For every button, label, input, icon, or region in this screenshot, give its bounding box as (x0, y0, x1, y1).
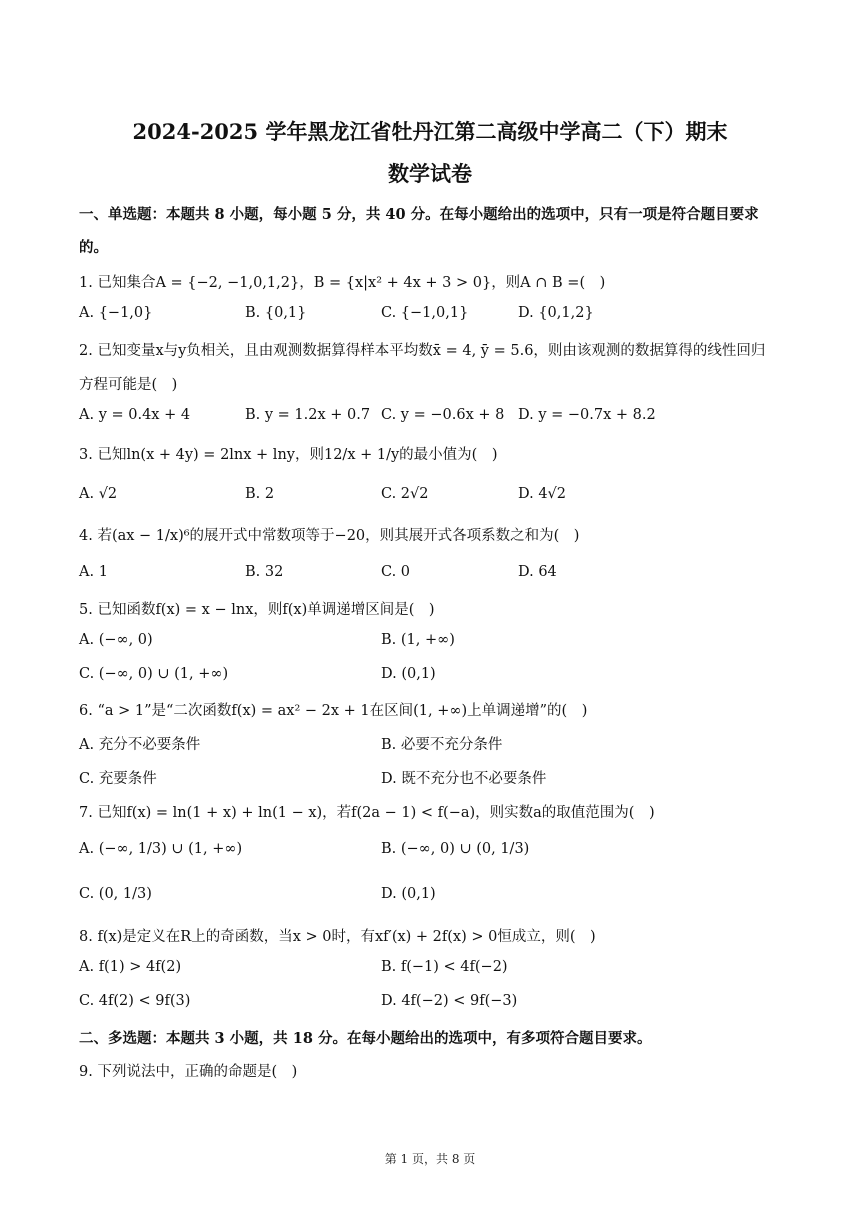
exam-title-line2: 数学试卷 (388, 161, 472, 186)
q8-option-b: B. f(−1) < 4f(−2) (381, 959, 508, 975)
q7-option-a: A. (−∞, 1/3) ∪ (1, +∞) (79, 841, 243, 857)
q8-option-a: A. f(1) > 4f(2) (79, 959, 182, 975)
q6-option-b: B. 必要不充分条件 (381, 737, 503, 753)
q8-options-row1 (79, 959, 779, 975)
q3-option-c: C. 2√2 (381, 486, 429, 502)
page-footer: 第 1 页，共 8 页 (384, 1152, 476, 1166)
q6-option-c: C. 充要条件 (79, 771, 157, 787)
q5-stem: 5. 已知函数f(x) = x − lnx，则f(x)单调递增区间是( ) (79, 602, 435, 618)
q2-stem: 2. 已知变量x与y负相关，且由观测数据算得样本平均数x̄ = 4, ȳ = 5.6，则由该观测的数据算得的线性回归 (79, 343, 766, 359)
q3-options (79, 486, 779, 502)
q2-options (79, 407, 779, 423)
q7-options-row1 (79, 841, 779, 857)
section1-heading: 一、单选题：本题共 8 小题，每小题 5 分，共 40 分。在每小题给出的选项中，只有一项是符合题目要求 (79, 206, 759, 223)
q7-option-d: D. (0,1) (381, 886, 436, 902)
section2-heading: 二、多选题：本题共 3 小题，共 18 分。在每小题给出的选项中，有多项符合题目要求。 (79, 1030, 652, 1047)
section1-heading-cont: 的。 (79, 239, 108, 256)
q2-stem-cont: 方程可能是( ) (79, 377, 178, 393)
q7-option-b: B. (−∞, 0) ∪ (0, 1/3) (381, 841, 530, 857)
q1-options (79, 305, 779, 321)
q7-options-row2 (79, 886, 779, 902)
q4-option-b: B. 32 (245, 564, 284, 580)
q6-option-a: A. 充分不必要条件 (79, 737, 201, 753)
q1-option-a: A. {−1,0} (79, 305, 153, 321)
q8-options-row2 (79, 993, 779, 1009)
q6-stem: 6. “a > 1”是“二次函数f(x) = ax² − 2x + 1在区间(1, +∞)上单调递增”的( ) (79, 703, 588, 719)
q3-option-b: B. 2 (245, 486, 275, 502)
q4-option-d: D. 64 (518, 564, 557, 580)
q6-option-d: D. 既不充分也不必要条件 (381, 771, 547, 787)
q1-option-c: C. {−1,0,1} (381, 305, 469, 321)
q4-stem: 4. 若(ax − 1/x)⁶的展开式中常数项等于−20，则其展开式各项系数之和为( ) (79, 528, 580, 544)
q6-options-row1 (79, 733, 779, 754)
q2-option-d: D. y = −0.7x + 8.2 (518, 407, 656, 423)
q3-option-a: A. √2 (79, 486, 118, 502)
q1-stem: 1. 已知集合A = {−2, −1,0,1,2}，B = {x|x² + 4x + 3 > 0}，则A ∩ B =( ) (79, 275, 606, 291)
q3-stem: 3. 已知ln(x + 4y) = 2lnx + lny，则12/x + 1/y的最小值为( ) (79, 447, 498, 463)
q2-option-a: A. y = 0.4x + 4 (79, 407, 191, 423)
exam-title-line1: 2024-2025 学年黑龙江省牡丹江第二高级中学高二（下）期末 (132, 119, 728, 144)
q5-option-b: B. (1, +∞) (381, 632, 455, 648)
q5-option-d: D. (0,1) (381, 666, 436, 682)
q4-options (79, 564, 779, 580)
q9-stem: 9. 下列说法中，正确的命题是( ) (79, 1064, 298, 1080)
q1-option-b: B. {0,1} (245, 305, 307, 321)
q7-stem: 7. 已知f(x) = ln(1 + x) + ln(1 − x)，若f(2a − 1) < f(−a)，则实数a的取值范围为( ) (79, 805, 655, 821)
q6-options-row2 (79, 767, 779, 788)
q5-option-c: C. (−∞, 0) ∪ (1, +∞) (79, 666, 229, 682)
q8-option-c: C. 4f(2) < 9f(3) (79, 993, 191, 1009)
q8-option-d: D. 4f(−2) < 9f(−3) (381, 993, 518, 1009)
q1-option-d: D. {0,1,2} (518, 305, 594, 321)
q3-option-d: D. 4√2 (518, 486, 567, 502)
q5-options-row2 (79, 666, 779, 682)
q5-option-a: A. (−∞, 0) (79, 632, 153, 648)
q5-options-row1 (79, 632, 779, 648)
q4-option-c: C. 0 (381, 564, 411, 580)
q2-option-b: B. y = 1.2x + 0.7 (245, 407, 371, 423)
q8-stem: 8. f(x)是定义在R上的奇函数，当x > 0时，有xf′(x) + 2f(x) > 0恒成立，则( ) (79, 929, 596, 945)
q4-option-a: A. 1 (79, 564, 108, 580)
q7-option-c: C. (0, 1/3) (79, 886, 152, 902)
q2-option-c: C. y = −0.6x + 8 (381, 407, 505, 423)
